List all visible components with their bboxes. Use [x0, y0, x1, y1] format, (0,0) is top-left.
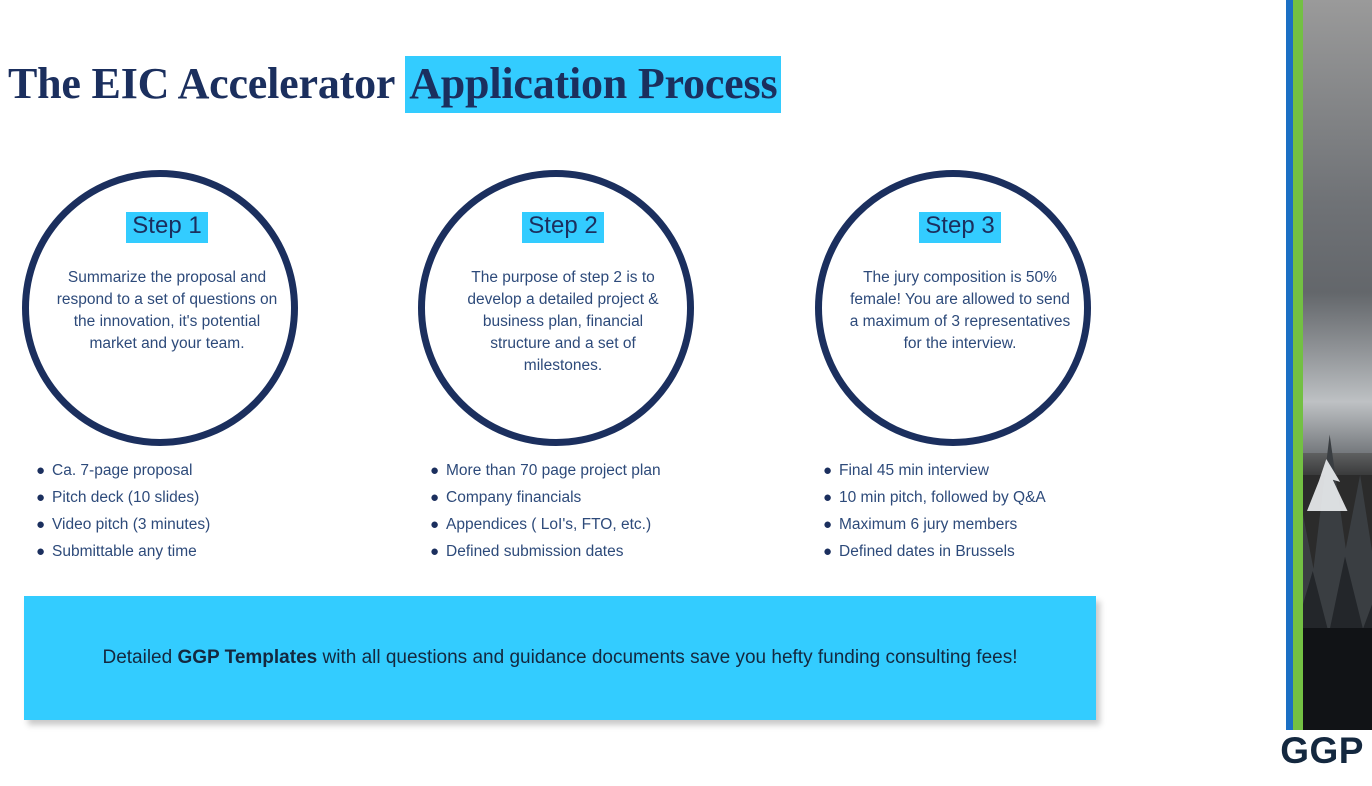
- bullet-text: Ca. 7-page proposal: [52, 462, 193, 479]
- bullet-dot-icon: ●: [823, 516, 833, 533]
- step-card-3: [815, 170, 1105, 460]
- list-item: [36, 460, 376, 481]
- bullet-text: Submittable any time: [52, 543, 197, 560]
- step-card-2: [418, 170, 708, 460]
- bullet-text: Pitch deck (10 slides): [52, 489, 200, 506]
- mountain-photo: [1303, 0, 1372, 730]
- list-item: [430, 460, 770, 481]
- list-item: [36, 487, 376, 508]
- callout-banner: [24, 596, 1096, 720]
- bullet-text: Maximum 6 jury members: [839, 516, 1018, 533]
- bullet-dot-icon: ●: [823, 543, 833, 560]
- ggp-logo: GGP: [1280, 730, 1364, 771]
- list-item: [36, 514, 376, 535]
- bullet-dot-icon: ●: [36, 543, 46, 560]
- page-title-plain: The EIC Accelerator: [8, 59, 406, 108]
- rail-green-stripe: [1293, 0, 1303, 730]
- step-circle-content-3: [845, 212, 1075, 355]
- bullet-list-2: [430, 460, 770, 568]
- steps-row: [0, 170, 1130, 460]
- photo-haze: [1303, 292, 1372, 475]
- list-item: [823, 541, 1163, 562]
- list-item: [430, 487, 770, 508]
- bullet-dot-icon: ●: [430, 489, 440, 506]
- bullet-dot-icon: ●: [430, 462, 440, 479]
- bullet-dot-icon: ●: [36, 462, 46, 479]
- bullet-list-1: [36, 460, 376, 568]
- page-title: [8, 58, 781, 109]
- list-item: [430, 541, 770, 562]
- step-description-3: The jury composition is 50% female! You are allowed to send a maximum of 3 representatives for the interview.: [849, 268, 1071, 352]
- bullet-dot-icon: ●: [36, 489, 46, 506]
- list-item: [823, 487, 1163, 508]
- callout-lead: Detailed: [102, 646, 178, 668]
- list-item: [430, 514, 770, 535]
- step-card-1: [22, 170, 312, 460]
- step-label-2: Step 2: [522, 212, 603, 243]
- step-circle-content-1: [52, 212, 282, 355]
- bullet-text: More than 70 page project plan: [446, 462, 661, 479]
- bullet-text: Company financials: [446, 489, 582, 506]
- bullet-dot-icon: ●: [430, 543, 440, 560]
- bullet-dot-icon: ●: [36, 516, 46, 533]
- bullet-lists: [0, 460, 1130, 560]
- step-label-3: Step 3: [919, 212, 1000, 243]
- bullet-dot-icon: ●: [823, 462, 833, 479]
- callout-tail: with all questions and guidance documents save you hefty funding consulting fees!: [317, 646, 1018, 668]
- callout-bold: GGP Templates: [177, 646, 318, 668]
- step-circle-content-2: [448, 212, 678, 377]
- bullet-text: Defined dates in Brussels: [839, 543, 1015, 560]
- step-label-1: Step 1: [126, 212, 207, 243]
- bullet-text: 10 min pitch, followed by Q&A: [839, 489, 1046, 506]
- callout-banner-text: [55, 644, 1065, 673]
- bullet-text: Final 45 min interview: [839, 462, 989, 479]
- bullet-list-3: [823, 460, 1163, 568]
- bullet-dot-icon: ●: [823, 489, 833, 506]
- photo-foreground: [1303, 628, 1372, 730]
- list-item: [36, 541, 376, 562]
- step-description-1: Summarize the proposal and respond to a set of questions on the innovation, it's potential market and your team.: [56, 268, 278, 352]
- page-title-highlight: Application Process: [405, 56, 781, 113]
- step-description-2: The purpose of step 2 is to develop a detailed project & business plan, financial structure and a set of milestones.: [467, 268, 659, 374]
- list-item: [823, 514, 1163, 535]
- rail-blue-stripe: [1286, 0, 1293, 730]
- bullet-text: Defined submission dates: [446, 543, 624, 560]
- bullet-text: Video pitch (3 minutes): [52, 516, 211, 533]
- decorative-rail: [1286, 0, 1372, 730]
- bullet-text: Appendices ( LoI's, FTO, etc.): [446, 516, 652, 533]
- list-item: [823, 460, 1163, 481]
- bullet-dot-icon: ●: [430, 516, 440, 533]
